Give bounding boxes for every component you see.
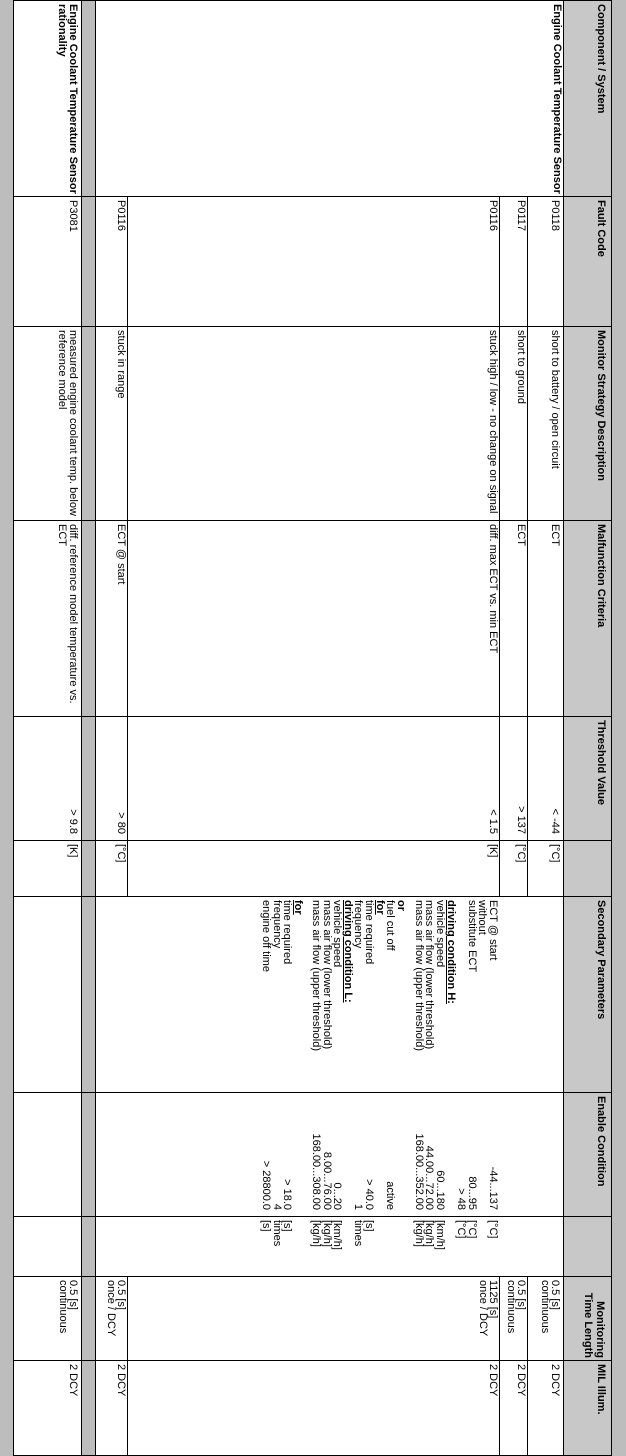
secondary-param-label: without bbox=[476, 900, 489, 935]
enable-condition-value: 8.00...76.00 bbox=[320, 1151, 333, 1210]
enable-condition-value: > 18.0 bbox=[281, 1179, 294, 1210]
fault-code-2: P0116 bbox=[487, 200, 499, 231]
enable-condition-value: 44.00...72.00 bbox=[423, 1145, 436, 1210]
fault-code-0: P0118 bbox=[549, 200, 561, 231]
monitoring-freq-2: once / DCY bbox=[477, 1280, 489, 1337]
mil-illum-0: 2 DCY bbox=[549, 1364, 561, 1397]
enable-condition-value: > 40.0 bbox=[363, 1179, 375, 1210]
enable-condition-value: 60...180 bbox=[434, 1170, 446, 1210]
secondary-param-label: vehicle speed bbox=[331, 900, 344, 968]
secondary-param-label: fuel cut off bbox=[384, 900, 397, 951]
enable-condition-value: 168.00...308.00 bbox=[310, 1133, 322, 1210]
section-separator bbox=[82, 0, 96, 1456]
monitoring-time-3: 0.5 [s] bbox=[115, 1280, 127, 1310]
threshold-unit-3: [°C] bbox=[115, 844, 127, 863]
secondary-param-label: substitute ECT bbox=[465, 900, 478, 973]
secondary-param-label: mass air flow (lower threshold) bbox=[423, 900, 436, 1050]
monitoring-freq-3: once / DCY bbox=[105, 1280, 117, 1337]
enable-condition-unit: [kg/h] bbox=[310, 1220, 322, 1247]
enable-condition-unit: [kg/h] bbox=[423, 1220, 436, 1247]
header-fault-code: Fault Code bbox=[595, 200, 607, 257]
secondary-param-label: frequency bbox=[352, 900, 365, 949]
header-malfunction-criteria: Malfunction Criteria bbox=[595, 524, 607, 628]
threshold-p3081: > 9.8 bbox=[67, 809, 79, 834]
time-p3081: 0.5 [s] bbox=[67, 1280, 79, 1310]
monitoring-time-1: 0.5 [s] bbox=[515, 1280, 527, 1310]
malf-criteria-p3081: diff. reference model temperature vs. ECT bbox=[56, 524, 79, 704]
enable-condition-unit: [kg/h] bbox=[320, 1220, 333, 1247]
enable-condition-unit: [°C] bbox=[455, 1220, 468, 1239]
mil-illum-2: 2 DCY bbox=[487, 1364, 499, 1397]
bottom-gray-band bbox=[0, 0, 14, 1456]
header-monitor-strategy: Monitor Strategy Description bbox=[595, 330, 607, 481]
secondary-param-label: time required bbox=[281, 900, 294, 965]
header-secondary: Secondary Parameters bbox=[595, 900, 607, 1020]
threshold-unit-1: [°C] bbox=[515, 844, 527, 863]
enable-condition-unit: [km/h] bbox=[434, 1220, 446, 1250]
secondary-param-label: ECT @ start bbox=[487, 900, 499, 961]
malf-criteria-3: ECT @ start bbox=[115, 524, 127, 585]
enable-condition-value: 1 bbox=[352, 1203, 365, 1210]
header-component: Component / System bbox=[595, 4, 607, 114]
header-enable-condition: Enable Condition bbox=[595, 1096, 607, 1187]
monitoring-freq-1: continuous bbox=[505, 1280, 517, 1334]
enable-condition-value: active bbox=[384, 1181, 397, 1210]
secondary-param-label: driving condition L: bbox=[341, 900, 354, 1003]
fault-code-p3081: P3081 bbox=[67, 200, 79, 232]
enable-condition-unit: [s] bbox=[260, 1220, 273, 1232]
monitoring-freq-0: continuous bbox=[539, 1280, 551, 1334]
header-threshold: Threshold Value bbox=[595, 720, 607, 805]
header-mil: MIL Illum. bbox=[595, 1364, 607, 1415]
header-monitoring-time: Monitoring Time Length bbox=[582, 1292, 606, 1358]
mil-illum-3: 2 DCY bbox=[115, 1364, 127, 1397]
monitoring-time-0: 0.5 [s] bbox=[549, 1280, 561, 1310]
threshold-1: > 137 bbox=[515, 806, 527, 834]
enable-condition-unit: [s] bbox=[363, 1220, 375, 1232]
mil-p3081: 2 DCY bbox=[67, 1364, 79, 1397]
secondary-param-label: engine off time bbox=[260, 900, 273, 972]
secondary-param-label: for bbox=[292, 900, 304, 915]
secondary-param-label: mass air flow (upper threshold) bbox=[310, 900, 322, 1052]
secondary-param-label: or bbox=[394, 900, 407, 911]
threshold-unit-p3081: [K] bbox=[67, 844, 79, 858]
component-ect-rationality: Engine Coolant Temperature Sensor rationality bbox=[56, 4, 79, 194]
fault-code-1: P0117 bbox=[515, 200, 527, 231]
secondary-param-label: time required bbox=[363, 900, 375, 965]
secondary-param-label: for bbox=[373, 900, 386, 915]
enable-condition-unit: [°C] bbox=[487, 1220, 499, 1239]
secondary-param-label: mass air flow (lower threshold) bbox=[320, 900, 333, 1050]
monitor-desc-3: stuck in range bbox=[115, 330, 127, 399]
enable-condition-value: -44...137 bbox=[487, 1166, 499, 1210]
enable-condition-value: 80...95 bbox=[465, 1176, 478, 1210]
fault-code-3: P0116 bbox=[115, 200, 127, 231]
mil-illum-1: 2 DCY bbox=[515, 1364, 527, 1397]
secondary-param-label: driving condition H: bbox=[444, 900, 457, 1004]
monitor-desc-p3081: measured engine coolant temp. below reference model bbox=[56, 330, 79, 516]
enable-condition-unit: [kg/h] bbox=[412, 1220, 425, 1247]
malf-criteria-1: ECT bbox=[515, 524, 527, 546]
enable-condition-unit: [s] bbox=[281, 1220, 294, 1232]
threshold-0: < -44 bbox=[549, 808, 561, 834]
enable-condition-value: > 48 bbox=[455, 1188, 468, 1210]
threshold-unit-2: [K] bbox=[487, 844, 499, 858]
enable-condition-value: 0...20 bbox=[331, 1182, 344, 1210]
enable-condition-unit: [°C] bbox=[465, 1220, 478, 1239]
top-gray-band bbox=[612, 0, 626, 1456]
monitoring-time-2: 1125 [s] bbox=[487, 1280, 499, 1319]
enable-condition-value: 168.00...352.00 bbox=[412, 1133, 425, 1210]
threshold-unit-0: [°C] bbox=[549, 844, 561, 863]
malf-criteria-0: ECT bbox=[549, 524, 561, 546]
enable-condition-value: 4 bbox=[270, 1203, 283, 1210]
monitor-desc-2: stuck high / low - no change on signal bbox=[487, 330, 499, 514]
threshold-2: < 1.5 bbox=[487, 809, 499, 834]
monitor-desc-1: short to ground bbox=[515, 330, 527, 404]
secondary-param-label: vehicle speed bbox=[434, 900, 446, 968]
enable-condition-value: > 28800.0 bbox=[260, 1160, 273, 1210]
secondary-param-label: mass air flow (upper threshold) bbox=[412, 900, 425, 1052]
component-ect-sensor: Engine Coolant Temperature Sensor bbox=[551, 4, 563, 194]
secondary-param-label: frequency bbox=[270, 900, 283, 949]
threshold-3: > 80 bbox=[115, 812, 127, 834]
malf-criteria-2: diff. max ECT vs. min ECT bbox=[487, 524, 499, 654]
monitor-desc-0: short to battery / open circuit bbox=[549, 330, 561, 469]
enable-condition-unit: [km/h] bbox=[331, 1220, 344, 1250]
enable-condition-unit: times bbox=[270, 1220, 283, 1247]
time2-p3081: continuous bbox=[57, 1280, 69, 1334]
enable-condition-unit: times bbox=[352, 1220, 365, 1247]
